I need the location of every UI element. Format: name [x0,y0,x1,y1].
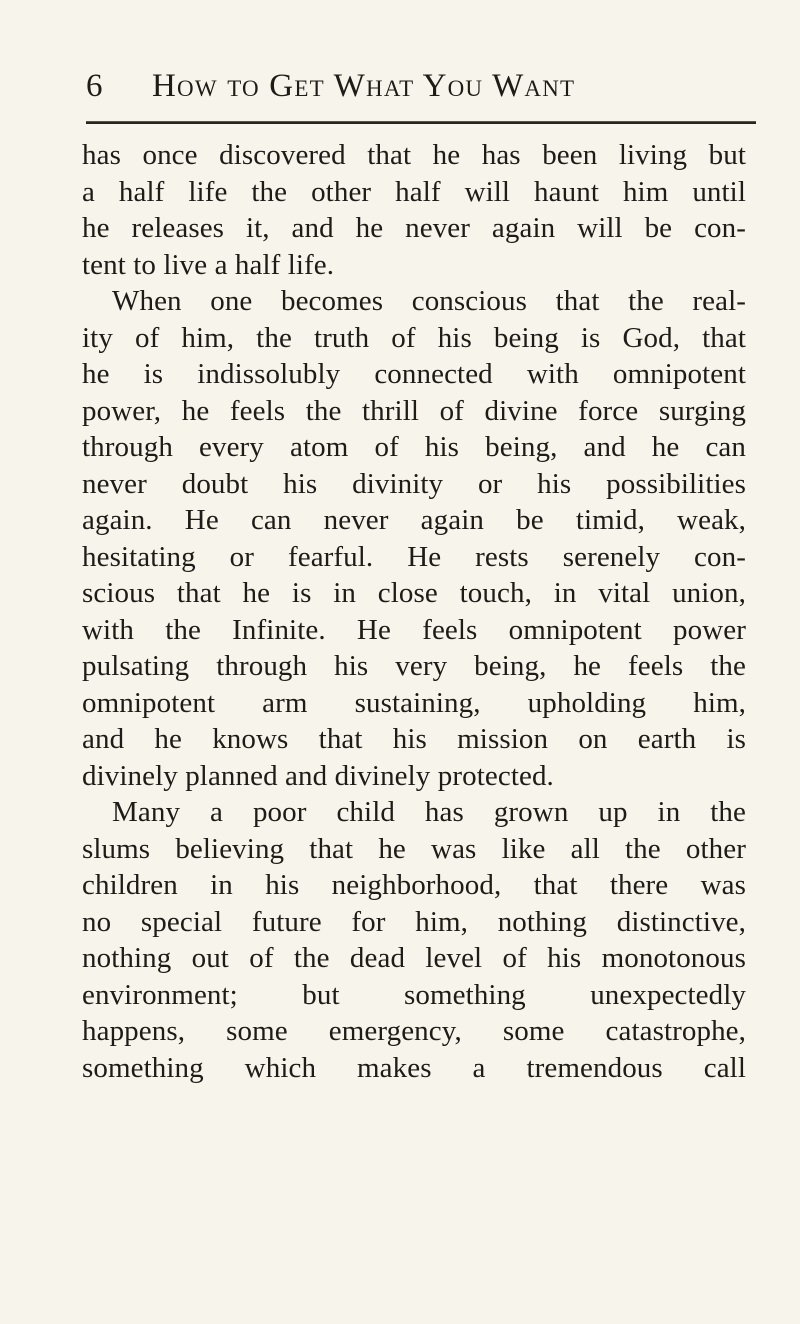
header-rule [86,121,756,124]
text-line: and he knows that his mission on earth is [82,723,746,755]
text-line: he releases it, and he never again will be con- [82,212,746,244]
text-line: nothing out of the dead level of his monotonous [82,942,746,974]
text-line: hesitating or fearful. He rests serenely con- [82,540,746,573]
body-text [82,137,746,1086]
text-line: children in his neighborhood, that there was [82,869,746,901]
text-line: Many a poor child has grown up in the [112,796,746,828]
page-number: 6 [86,68,103,104]
text-line: again. He can never again be timid, weak, [82,504,746,536]
running-head [86,64,756,108]
text-line: happens, some emergency, some catastrophe, [82,1015,746,1047]
text-line: pulsating through his very being, he feels the [82,650,746,682]
text-line: environment; but something unexpectedly [82,978,746,1011]
text-line: slums believing that he was like all the other [82,832,746,865]
text-line: a half life the other half will haunt him until [82,175,746,208]
text-line: never doubt his divinity or his possibilities [82,467,746,500]
text-line: divinely planned and divinely protected. [82,759,554,792]
text-line: tent to live a half life. [82,248,335,281]
running-title: How to Get What You Want [152,68,576,104]
text-line: ity of him, the truth of his being is God, that [82,321,746,354]
text-line: no special future for him, nothing distinctive, [82,905,746,938]
text-line: something which makes a tremendous call [82,1051,746,1084]
text-line: When one becomes conscious that the real- [112,285,746,317]
text-line: power, he feels the thrill of divine force surging [82,394,746,427]
text-line: through every atom of his being, and he can [82,431,746,463]
text-line: omnipotent arm sustaining, upholding him, [82,686,746,719]
text-line: with the Infinite. He feels omnipotent power [82,613,746,646]
text-line: has once discovered that he has been living but [82,139,746,171]
text-line: scious that he is in close touch, in vital union, [82,577,746,609]
text-line: he is indissolubly connected with omnipotent [82,358,746,390]
